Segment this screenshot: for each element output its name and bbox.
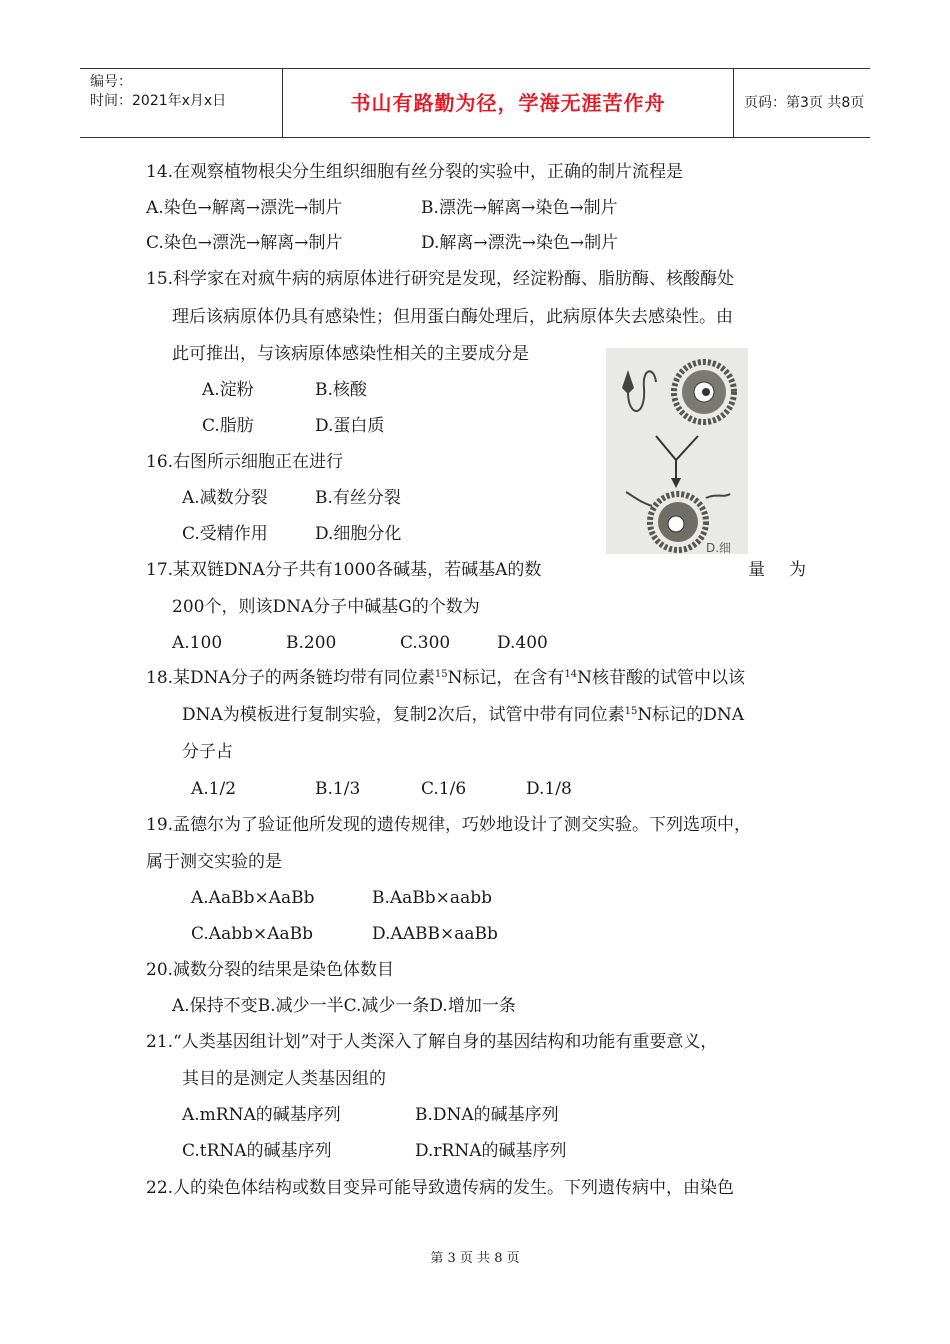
q14-stem: 14.在观察植物根尖分生组织细胞有丝分裂的实验中，正确的制片流程是 bbox=[146, 162, 684, 182]
page-header bbox=[80, 68, 870, 138]
q21-option-c: C.tRNA的碱基序列 bbox=[182, 1141, 332, 1161]
header-page-label: 页码：第3页 共8页 bbox=[744, 95, 865, 111]
q17-option-d: D.400 bbox=[497, 633, 548, 653]
q16-option-a: A.减数分裂 bbox=[182, 488, 268, 508]
q16-option-b: B.有丝分裂 bbox=[315, 488, 401, 508]
isotope-15-a: 15 bbox=[434, 669, 448, 680]
q18-text-5: N标记的DNA bbox=[637, 705, 745, 725]
q21-stem-1: 21.“人类基因组计划”对于人类深入了解自身的基因结构和功能有重要意义， bbox=[146, 1032, 718, 1052]
time-label: 时间：2021年x月x日 bbox=[90, 93, 227, 109]
q16-option-d: D.细胞分化 bbox=[315, 524, 402, 544]
number-label: 编号： bbox=[90, 74, 132, 90]
q20-option-a: A.保持不变 bbox=[172, 996, 258, 1016]
q17-stem-1: 17.某双链DNA分子共有1000各碱基，若碱基A的数 bbox=[146, 560, 542, 580]
egg-cell-icon bbox=[674, 362, 734, 422]
q19-stem-2: 属于测交实验的是 bbox=[146, 852, 282, 872]
q17-stem-2: 200个，则该DNA分子中碱基G的个数为 bbox=[172, 597, 480, 617]
q14-option-b: B.漂洗→解离→染色→制片 bbox=[421, 198, 618, 218]
q18-text-4: DNA为模板进行复制实验，复制2次后，试管中带有同位素 bbox=[182, 705, 625, 725]
sperm-head-icon bbox=[622, 370, 634, 394]
q22-stem: 22.人的染色体结构或数目变异可能导致遗传病的发生。下列遗传病中，由染色 bbox=[146, 1178, 735, 1198]
q19-option-c: C.Aabb×AaBb bbox=[191, 924, 314, 944]
q18-stem-1 bbox=[146, 667, 745, 689]
q18-option-b: B.1/3 bbox=[315, 779, 361, 799]
q20-option-d: D.增加一条 bbox=[429, 996, 516, 1016]
q16-stem: 16.右图所示细胞正在进行 bbox=[146, 452, 344, 472]
sperm-tail bbox=[628, 371, 656, 411]
q15-stem-3: 此可推出，与该病原体感染性相关的主要成分是 bbox=[172, 344, 529, 364]
q17-stem-1c: 为 bbox=[789, 560, 806, 580]
header-meta bbox=[80, 69, 282, 137]
merge-arrow bbox=[656, 436, 698, 482]
q17-option-b: B.200 bbox=[286, 633, 337, 653]
q14-option-a: A.染色→解离→漂洗→制片 bbox=[146, 198, 343, 218]
q20-options-line bbox=[172, 995, 516, 1017]
header-motto: 书山有路勤为径，学海无涯苦作舟 bbox=[282, 69, 734, 137]
q15-option-c: C.脂肪 bbox=[202, 416, 254, 436]
q19-option-d: D.AABB×aaBb bbox=[372, 924, 498, 944]
q18-text-2: N标记，在含有 bbox=[447, 668, 565, 688]
q21-option-d: D.rRNA的碱基序列 bbox=[415, 1141, 567, 1161]
q18-option-c: C.1/6 bbox=[421, 779, 467, 799]
q17-option-a: A.100 bbox=[172, 633, 223, 653]
q18-text-3: N核苷酸的试管中以该 bbox=[577, 668, 746, 688]
isotope-15-b: 15 bbox=[624, 706, 638, 717]
isotope-14: 14 bbox=[564, 669, 578, 680]
q21-stem-2: 其目的是测定人类基因组的 bbox=[182, 1069, 386, 1089]
arrow-head-icon bbox=[671, 478, 681, 488]
q17-stem-1b: 量 bbox=[748, 560, 765, 580]
q18-option-d: D.1/8 bbox=[526, 779, 572, 799]
q14-option-c: C.染色→漂洗→解离→制片 bbox=[146, 233, 343, 253]
q19-stem-1: 19.孟德尔为了验证他所发现的遗传规律，巧妙地设计了测交实验。下列选项中， bbox=[146, 815, 752, 835]
q15-option-d: D.蛋白质 bbox=[315, 416, 385, 436]
q15-option-b: B.核酸 bbox=[315, 380, 367, 400]
q20-option-b: B.减少一半 bbox=[257, 996, 344, 1016]
q18-text-1: 18.某DNA分子的两条链均带有同位素 bbox=[146, 668, 435, 688]
q21-option-a: A.mRNA的碱基序列 bbox=[182, 1105, 341, 1125]
q18-option-a: A.1/2 bbox=[191, 779, 237, 799]
fertilization-illustration bbox=[606, 348, 748, 554]
q15-option-a: A.淀粉 bbox=[202, 380, 254, 400]
q15-stem-2: 理后该病原体仍具有感染性；但用蛋白酶处理后，此病原体失去感染性。由 bbox=[172, 307, 733, 327]
q14-option-d: D.解离→漂洗→染色→制片 bbox=[421, 233, 619, 253]
figure-caption-fragment: D.细 bbox=[706, 541, 732, 554]
q15-stem-1: 15.科学家在对疯牛病的病原体进行研究是发现，经淀粉酶、脂肪酶、核酸酶处 bbox=[146, 269, 735, 289]
q16-option-c: C.受精作用 bbox=[182, 524, 268, 544]
q21-option-b: B.DNA的碱基序列 bbox=[415, 1105, 559, 1125]
q20-stem: 20.减数分裂的结果是染色体数目 bbox=[146, 960, 395, 980]
q18-stem-2 bbox=[182, 704, 744, 726]
q18-stem-3: 分子占 bbox=[182, 742, 233, 762]
page-footer: 第 3 页 共 8 页 bbox=[430, 1251, 520, 1266]
q20-option-c: C.减少一条 bbox=[343, 996, 430, 1016]
q17-option-c: C.300 bbox=[400, 633, 451, 653]
q19-option-a: A.AaBb×AaBb bbox=[191, 888, 315, 908]
q19-option-b: B.AaBb×aabb bbox=[372, 888, 492, 908]
fertilization-figure bbox=[606, 348, 748, 554]
